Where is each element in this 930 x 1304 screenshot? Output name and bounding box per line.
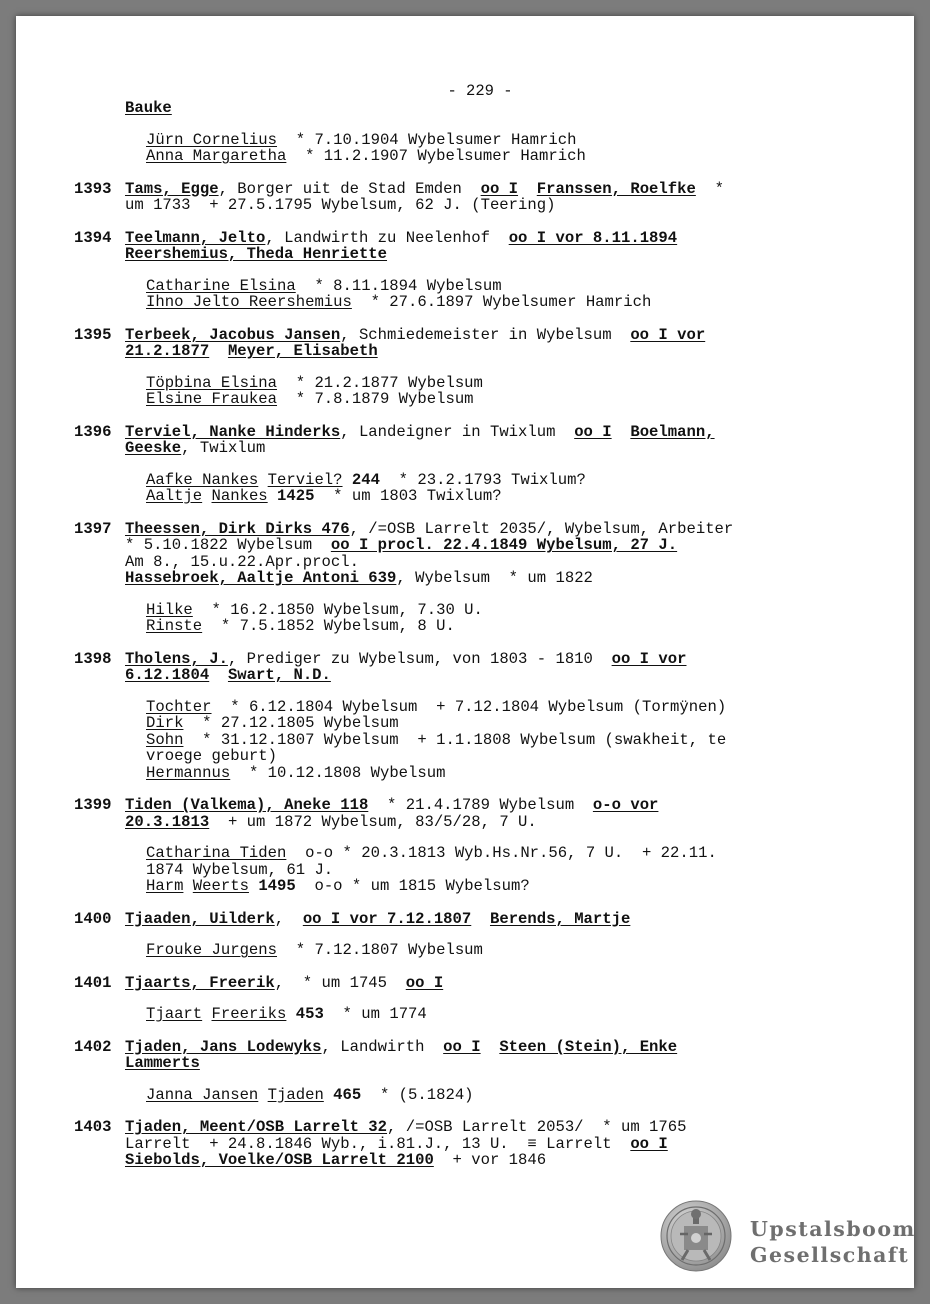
child-line-continued: vroege geburt) <box>146 747 278 765</box>
entry-content: Tjaaden, Uilderk, oo I vor 7.12.1807 Berends, Martje <box>125 909 631 928</box>
entry-1397 <box>74 521 854 587</box>
page-number: - 229 - <box>447 82 513 100</box>
continuation-head: Bauke <box>125 99 172 117</box>
society-logo-text: Upstalsboom Gesellschaft <box>750 1217 916 1267</box>
entry-content: Teelmann, Jelto, Landwirth zu Neelenhof oo I vor 8.11.1894 Reershemius, Theda Henriette <box>125 228 678 263</box>
child-line: Frouke Jurgens * 7.12.1807 Wybelsum <box>146 941 483 959</box>
entry-content: Tjaden, Meent/OSB Larrelt 32, /=OSB Larrelt 2053/ * um 1765 Larrelt + 24.8.1846 Wyb., i.81.J., 13 U. ≡ Larrelt oo I Siebolds, Voelke/OSB Larrelt 2100 + vor 1846 <box>125 1118 687 1169</box>
entry-1403 <box>74 1119 854 1169</box>
child-line: Tochter * 6.12.1804 Wybelsum + 7.12.1804 Wybelsum (Tormÿnen) <box>146 697 727 716</box>
child-line: Hermannus * 10.12.1808 Wybelsum <box>146 763 446 782</box>
entry-number: 1400 <box>74 909 112 928</box>
entry-content: Tjaarts, Freerik, * um 1745 oo I <box>125 973 444 992</box>
child-line: Anna Margaretha * 11.2.1907 Wybelsumer Hamrich <box>146 147 586 165</box>
entry-number: 1399 <box>74 796 112 814</box>
entry-number: 1401 <box>74 973 112 992</box>
entry-content: Theessen, Dirk Dirks 476, /=OSB Larrelt 2035/, Wybelsum, Arbeiter * 5.10.1822 Wybelsum oo I procl. 22.4.1849 Wybelsum, 27 J. Am 8., 15.u.22.Apr.procl. Hassebroek, Aaltje Antoni 639, Wybelsum * um 1822 <box>125 519 734 587</box>
child-line: Janna Jansen Tjaden 465 * (5.1824) <box>146 1085 474 1104</box>
entry-1400 <box>74 911 854 928</box>
entry-content: Tjaden, Jans Lodewyks, Landwirth oo I Steen (Stein), Enke Lammerts <box>125 1037 678 1072</box>
entry-1395 <box>74 327 854 360</box>
child-line: Sohn * 31.12.1807 Wybelsum + 1.1.1808 Wybelsum (swakheit, te <box>146 730 727 749</box>
child-line: Aaltje Nankes 1425 * um 1803 Twixlum? <box>146 487 502 505</box>
document-page <box>16 16 914 1288</box>
entry-number: 1398 <box>74 649 112 668</box>
entry-number: 1396 <box>74 422 112 441</box>
entry-content: Tams, Egge, Borger uit de Stad Emden oo I Franssen, Roelfke * um 1733 + 27.5.1795 Wybelsum, 62 J. (Teering) <box>125 179 724 214</box>
entry-1402 <box>74 1039 854 1072</box>
child-line: Töpbina Elsina * 21.2.1877 Wybelsum <box>146 373 483 392</box>
child-line-continued: 1874 Wybelsum, 61 J. <box>146 860 334 879</box>
entry-1396 <box>74 424 854 457</box>
entry-number: 1395 <box>74 325 112 344</box>
entry-number: 1397 <box>74 519 112 538</box>
entry-number: 1403 <box>74 1118 112 1136</box>
entry-number: 1402 <box>74 1037 112 1056</box>
genealogy-entries <box>74 100 854 1169</box>
child-line: Dirk * 27.12.1805 Wybelsum <box>146 714 399 732</box>
child-line: Aafke Nankes Terviel? 244 * 23.2.1793 Twixlum? <box>146 470 586 489</box>
entry-1399 <box>74 797 854 830</box>
entry-1398 <box>74 651 854 684</box>
entry-1394 <box>74 230 854 263</box>
child-line: Catharine Elsina * 8.11.1894 Wybelsum <box>146 276 502 295</box>
child-line: Hilke * 16.2.1850 Wybelsum, 7.30 U. <box>146 600 483 619</box>
entry-content: Terviel, Nanke Hinderks, Landeigner in Twixlum oo I Boelmann, Geeske, Twixlum <box>125 422 715 457</box>
entry-number: 1393 <box>74 179 112 198</box>
entry-number: 1394 <box>74 228 112 247</box>
entry-1393 <box>74 181 854 214</box>
child-line: Catharina Tiden o-o * 20.3.1813 Wyb.Hs.Nr.56, 7 U. + 22.11. <box>146 844 717 862</box>
child-line: Rinste * 7.5.1852 Wybelsum, 8 U. <box>146 617 455 635</box>
entry-content: Terbeek, Jacobus Jansen, Schmiedemeister in Wybelsum oo I vor 21.2.1877 Meyer, Elisabeth <box>125 325 706 360</box>
seal-emblem-icon <box>660 1200 732 1272</box>
entry-content: Tholens, J., Prediger zu Wybelsum, von 1803 - 1810 oo I vor 6.12.1804 Swart, N.D. <box>125 649 687 684</box>
child-line: Ihno Jelto Reershemius * 27.6.1897 Wybelsumer Hamrich <box>146 293 652 311</box>
child-line: Elsine Fraukea * 7.8.1879 Wybelsum <box>146 390 474 408</box>
entry-content: Tiden (Valkema), Aneke 118 * 21.4.1789 Wybelsum o-o vor 20.3.1813 + um 1872 Wybelsum, 83/5/28, 7 U. <box>125 796 659 831</box>
child-line: Harm Weerts 1495 o-o * um 1815 Wybelsum? <box>146 877 530 895</box>
entry-1401 <box>74 975 854 992</box>
child-line: Tjaart Freeriks 453 * um 1774 <box>146 1005 427 1023</box>
child-line: Jürn Cornelius * 7.10.1904 Wybelsumer Hamrich <box>146 130 577 149</box>
